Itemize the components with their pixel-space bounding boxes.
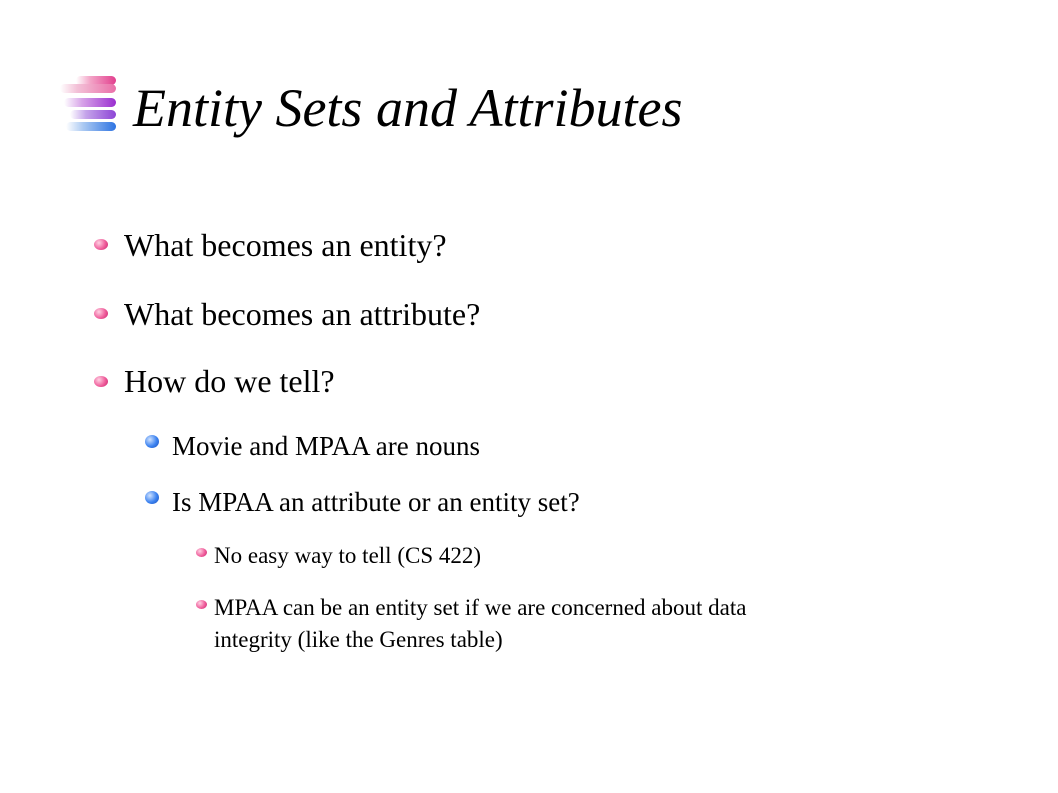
- pink-bullet-icon: [94, 239, 108, 250]
- sub-sub-bullet-mpaa-entity-set: MPAA can be an entity set if we are concerned about data: [214, 595, 747, 620]
- sub-sub-bullet-no-easy-way: No easy way to tell (CS 422): [214, 543, 482, 568]
- slide-title: Entity Sets and Attributes: [133, 78, 683, 138]
- pink-small-bullet-icon: [196, 548, 207, 557]
- title-stripes-logo: [56, 74, 126, 138]
- blue-bullet-icon: [145, 435, 159, 448]
- sub-bullet-is-mpaa-attribute: Is MPAA an attribute or an entity set?: [172, 487, 580, 517]
- blue-bullet-icon: [145, 491, 159, 504]
- bullet-what-becomes-entity: What becomes an entity?: [124, 227, 447, 263]
- sub-sub-bullet-mpaa-entity-set-continued: integrity (like the Genres table): [214, 627, 503, 652]
- bullet-how-do-we-tell: How do we tell?: [124, 363, 335, 399]
- pink-bullet-icon: [94, 308, 108, 319]
- bullet-what-becomes-attribute: What becomes an attribute?: [124, 296, 481, 332]
- pink-bullet-icon: [94, 376, 108, 387]
- pink-small-bullet-icon: [196, 600, 207, 609]
- sub-bullet-movie-mpaa-nouns: Movie and MPAA are nouns: [172, 431, 480, 461]
